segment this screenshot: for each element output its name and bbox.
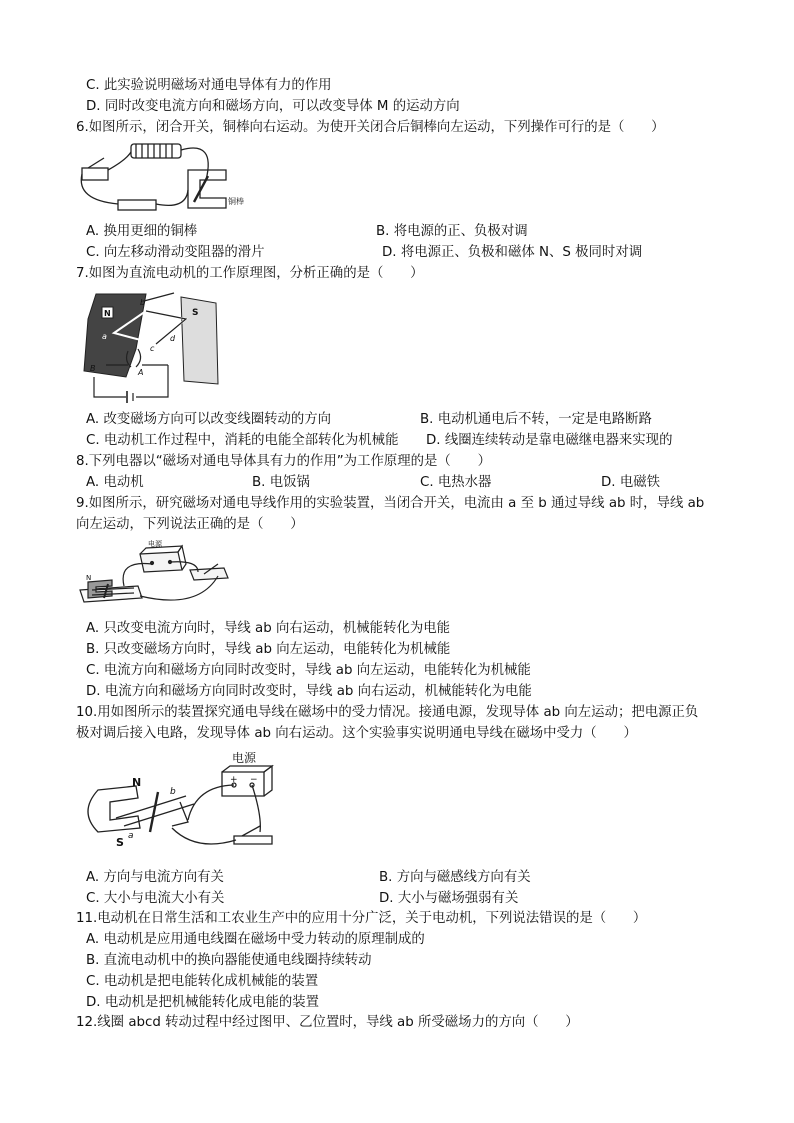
svg-text:S: S [192, 308, 199, 318]
q7-option-d: D. 线圈连续转动是靠电磁继电器来实现的 [426, 433, 673, 448]
q9-option-d: D. 电流方向和磁场方向同时改变时，导线 ab 向右运动，机械能转化为电能 [86, 684, 532, 699]
q9-stem-line1: 9.如图所示，研究磁场对通电导线作用的实验装置，当闭合开关，电流由 a 至 b 通过导线 ab 时，导线 ab [76, 496, 705, 511]
svg-text:+: + [230, 775, 238, 785]
q8-option-b: B. 电饭锅 [252, 475, 310, 490]
q10-conductor-ab [150, 792, 158, 832]
svg-text:电源: 电源 [148, 540, 162, 548]
q10-option-b: B. 方向与磁感线方向有关 [379, 870, 531, 885]
svg-text:A: A [138, 368, 144, 377]
q11-stem: 11.电动机在日常生活和工农业生产中的应用十分广泛，关于电动机，下列说法错误的是（ ） [76, 911, 647, 926]
q10-power-box [222, 772, 264, 796]
q7-option-b: B. 电动机通电后不转，一定是电路断路 [420, 412, 652, 427]
q6-switch [82, 168, 108, 180]
q10-option-a: A. 方向与电流方向有关 [86, 870, 224, 885]
q7-option-a: A. 改变磁场方向可以改变线圈转动的方向 [86, 412, 332, 427]
q6-figure [76, 140, 256, 216]
q9-option-b: B. 只改变磁场方向时，导线 ab 向左运动，电能转化为机械能 [86, 642, 451, 657]
svg-text:d: d [170, 334, 176, 343]
svg-text:a: a [102, 332, 107, 341]
svg-text:电源: 电源 [232, 751, 257, 765]
q10-stem-line1: 10.用如图所示的装置探究通电导线在磁场中的受力情况。接通电源，发现导体 ab 向左运动；把电源正负 [76, 705, 699, 720]
svg-text:N: N [86, 574, 92, 582]
q7-magnet-s [181, 297, 218, 384]
q8-option-a: A. 电动机 [86, 475, 144, 490]
q6-option-d: D. 将电源正、负极和磁体 N、S 极同时对调 [382, 245, 643, 260]
q10-figure [76, 746, 276, 858]
q9-stem-line2: 向左运动，下列说法正确的是（ ） [76, 517, 304, 532]
q6-option-c: C. 向左移动滑动变阻器的滑片 [86, 245, 265, 260]
q11-option-c: C. 电动机是把电能转化成机械能的装置 [86, 974, 319, 989]
svg-text:a: a [128, 831, 134, 841]
q6-fig-label: 铜棒 [228, 197, 244, 206]
svg-text:N: N [104, 309, 111, 318]
q6-rheostat [131, 144, 181, 158]
q8-option-d: D. 电磁铁 [601, 475, 660, 490]
svg-text:−: − [250, 775, 258, 785]
q9-option-a: A. 只改变电流方向时，导线 ab 向右运动，机械能转化为电能 [86, 621, 451, 636]
q10-option-c: C. 大小与电流大小有关 [86, 891, 225, 906]
q10-stem-line2: 极对调后接入电路，发现导体 ab 向右运动。这个实验事实说明通电导线在磁场中受力（ ） [76, 726, 637, 741]
svg-text:b: b [170, 787, 176, 797]
q6-battery [118, 200, 156, 210]
svg-text:N: N [132, 776, 142, 789]
q9-option-c: C. 电流方向和磁场方向同时改变时，导线 ab 向左运动，电能转化为机械能 [86, 663, 531, 678]
q8-stem: 8.下列电器以“磁场对通电导体具有力的作用”为工作原理的是（ ） [76, 454, 491, 469]
svg-text:B: B [90, 364, 96, 373]
q7-stem: 7.如图为直流电动机的工作原理图，分析正确的是（ ） [76, 266, 424, 281]
q11-option-b: B. 直流电动机中的换向器能使通电线圈持续转动 [86, 953, 372, 968]
svg-text:c: c [150, 344, 155, 353]
q5-option-d: D. 同时改变电流方向和磁场方向，可以改变导体 M 的运动方向 [86, 99, 460, 114]
q12-stem: 12.线圈 abcd 转动过程中经过图甲、乙位置时，导线 ab 所受磁场力的方向（ ） [76, 1015, 579, 1030]
q7-option-c: C. 电动机工作过程中，消耗的电能全部转化为机械能 [86, 433, 399, 448]
q5-option-c: C. 此实验说明磁场对通电导体有力的作用 [86, 78, 332, 93]
q6-stem: 6.如图所示，闭合开关，铜棒向右运动。为使开关闭合后铜棒向左运动，下列操作可行的是（ ） [76, 120, 665, 135]
q10-option-d: D. 大小与磁场强弱有关 [379, 891, 519, 906]
q11-option-a: A. 电动机是应用通电线圈在磁场中受力转动的原理制成的 [86, 932, 425, 947]
q8-option-c: C. 电热水器 [420, 475, 492, 490]
svg-text:b: b [140, 298, 146, 307]
q10-magnet [88, 786, 140, 832]
q9-figure [78, 540, 238, 612]
q6-option-b: B. 将电源的正、负极对调 [376, 224, 528, 239]
q10-switch [234, 836, 272, 844]
q6-option-a: A. 换用更细的铜棒 [86, 224, 198, 239]
q7-figure [76, 289, 226, 407]
svg-text:S: S [116, 836, 124, 849]
q11-option-d: D. 电动机是把机械能转化成电能的装置 [86, 995, 320, 1010]
